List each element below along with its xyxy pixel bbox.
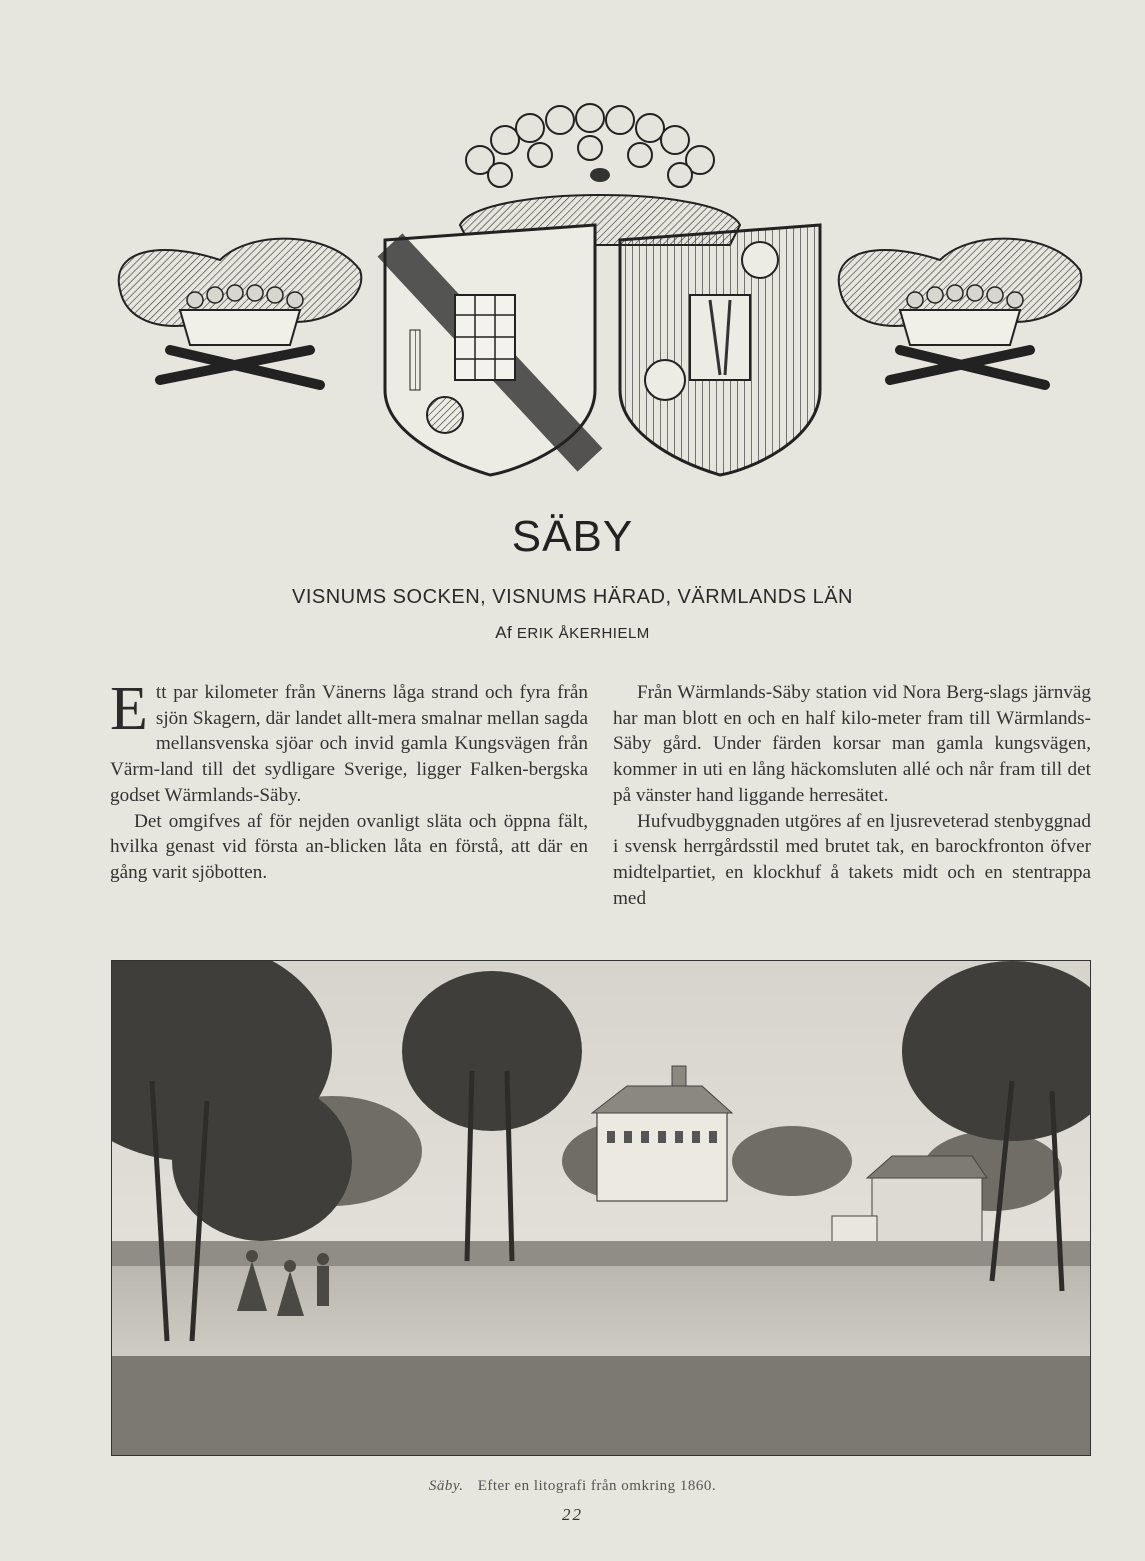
crown-icon bbox=[460, 104, 740, 245]
paragraph: Ett par kilometer från Vänerns låga strand och fyra från sjön Skagern, där landet allt-mera smalnar mellan sagda mellansvenska sjöar och invid gamla Kungsvägen från Värm-land till det sydligare Sverige, ligger Falken-bergska godset Wärmlands-Säby. bbox=[110, 675, 588, 806]
caption-text: Efter en litografi från omkring 1860. bbox=[477, 1478, 717, 1494]
page-subtitle: VISNUMS SOCKEN, VISNUMS HÄRAD, VÄRMLANDS LÄN bbox=[292, 586, 853, 608]
coat-of-arms-illustration bbox=[100, 100, 1100, 480]
byline bbox=[0, 623, 1145, 643]
illustration-caption bbox=[0, 1478, 1145, 1495]
left-shield-icon bbox=[385, 225, 595, 475]
page-number: 22 bbox=[562, 1505, 583, 1524]
lithograph-illustration bbox=[111, 960, 1091, 1456]
text-column-right bbox=[613, 680, 1091, 911]
text-column-left bbox=[110, 675, 588, 886]
byline-prefix: Af bbox=[495, 623, 513, 642]
right-shield-icon bbox=[620, 225, 820, 475]
page-title: SÄBY bbox=[511, 512, 634, 561]
right-coronet-icon bbox=[839, 239, 1082, 385]
caption-place: Säby. bbox=[428, 1478, 464, 1494]
paragraph: Det omgifves af för nejden ovanligt släta och öppna fält, hvilka genast vid första an-blicken låta en förstå, att där en gång varit sjöbotten. bbox=[110, 810, 588, 883]
left-coronet-icon bbox=[119, 239, 362, 385]
paragraph: Hufvudbyggnaden utgöres af en ljusreveterad stenbyggnad i svensk herrgårdsstil med brutet tak, en barockfronton öfver midtelpartiet, en klockhuf å takets midt och en stentrappa med bbox=[613, 810, 1091, 909]
byline-author: ERIK ÅKERHIELM bbox=[516, 625, 650, 642]
paragraph: Från Wärmlands-Säby station vid Nora Berg-slags järnväg har man blott en och en half kilo-meter fram till Wärmlands-Säby gård. Under färden korsar man gamla kungsvägen, kommer in uti en lång häckomsluten allé och når fram till det på vänster hand liggande herresätet. bbox=[613, 682, 1091, 806]
drop-cap: E bbox=[110, 675, 148, 743]
manor-landscape-image bbox=[112, 961, 1091, 1456]
